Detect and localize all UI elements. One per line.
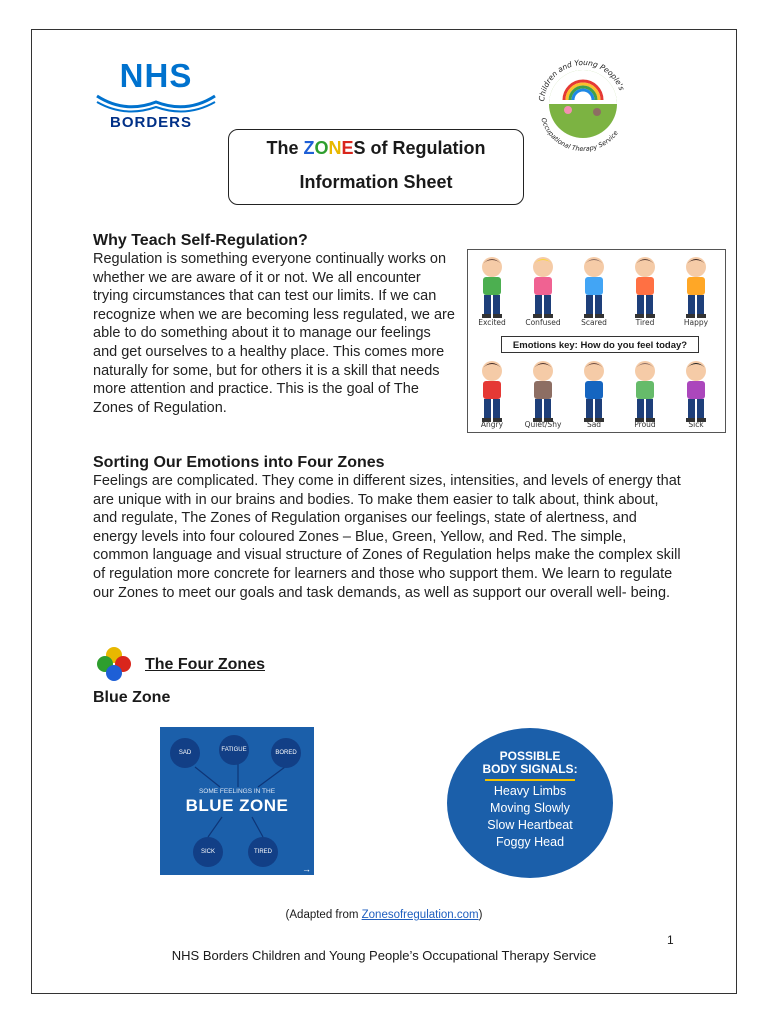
signal-item: Slow Heartbeat	[487, 818, 573, 832]
arrow-right-icon: →	[302, 864, 311, 874]
kid-figure-happy	[676, 254, 716, 320]
blue-zone-heading: Blue Zone	[93, 689, 171, 706]
emotion-label: Sad	[586, 420, 602, 429]
bubble-tired: TIRED	[248, 837, 278, 867]
emotion-label: Angry	[480, 420, 504, 429]
kid-figure-angry	[472, 358, 512, 424]
bubble-fatigue: FATIGUE	[219, 735, 249, 765]
emotion-label: Sick	[688, 420, 704, 429]
kid-figure-quietshy	[523, 358, 563, 424]
nhs-borders-logo	[95, 58, 217, 138]
title-suffix: of Regulation	[365, 138, 486, 158]
title-line-1	[229, 138, 523, 159]
zones-website-link[interactable]: Zonesofregulation.com	[361, 909, 479, 921]
section-body-why-teach: Regulation is something everyone continually works on whether we are aware of it or not. We all encounter trying circumstances that can test our limits. If we can recognize when we are becoming less regulated, we are able to do something about it to manage our feelings and get ourselves to a healthy place. This comes more naturally for some, but for others it is a skill that needs more attention and practice. This is the goal of The Zones of Regulation.	[93, 251, 455, 416]
zones-letter-e: E	[341, 138, 354, 158]
blue-zone-subtitle: SOME FEELINGS IN THE	[198, 788, 276, 795]
bubble-sick: SICK	[193, 837, 223, 867]
blue-zone-feelings-image	[160, 727, 314, 875]
title-line-2: Information Sheet	[299, 172, 453, 192]
blue-zone-title: BLUE ZONE	[185, 796, 289, 815]
nhs-region-text: BORDERS	[109, 114, 192, 131]
title-box	[228, 129, 524, 205]
kid-figure-sad	[574, 358, 614, 424]
body-signals-heading-line1: POSSIBLE	[499, 749, 561, 763]
zones-letter-z: Z	[303, 138, 315, 158]
zones-letter-s: S	[353, 138, 366, 158]
four-zones-heading: The Four Zones	[145, 656, 265, 673]
body-signals-heading-line2: BODY SIGNALS:	[482, 762, 578, 776]
footer-service-name: NHS Borders Children and Young People’s Occupational Therapy Service	[171, 948, 597, 963]
emotion-label: Excited	[478, 318, 506, 327]
nhs-logo-text: NHS	[119, 57, 193, 94]
emotion-label: Proud	[634, 420, 656, 429]
body-signals-image	[447, 728, 613, 878]
bubble-sad: SAD	[170, 738, 200, 768]
section-body-sorting: Feelings are complicated. They come in different sizes, intensities, and levels of energy that are unique with in our brains and bodies. To make them easier to talk about, think about, and regulate, The Zones of Regulation organises our feelings, state of alertness, and energy levels into four coloured Zones – Blue, Green, Yellow, and Red. The simple, common language and visual structure of Zones of Regulation helps make the complex skill of regulation more concrete for learners and those who support them. We learn to regulate our Zones to meet our goals and task demands, as well as support our overall well- being.	[93, 473, 681, 601]
section-heading-sorting: Sorting Our Emotions into Four Zones	[93, 454, 385, 471]
body-signals-heading	[447, 750, 613, 776]
emotions-key-image	[467, 249, 726, 433]
badge-arc-text: Children and Young People's	[537, 57, 627, 102]
adapted-suffix: )	[478, 909, 483, 921]
kid-figure-tired	[625, 254, 665, 320]
emotion-label: Confused	[525, 318, 561, 327]
signal-item: Moving Slowly	[490, 801, 570, 815]
ot-service-badge	[530, 52, 636, 152]
signal-item: Heavy Limbs	[493, 784, 567, 798]
kid-figure-excited	[472, 254, 512, 320]
bubble-bored: BORED	[271, 738, 301, 768]
emotions-key-banner: Emotions key: How do you feel today?	[501, 336, 699, 353]
adapted-prefix: (Adapted from	[285, 909, 362, 921]
adapted-from-note	[0, 909, 768, 921]
kid-figure-scared	[574, 254, 614, 320]
emotion-label: Quiet/Shy	[524, 420, 562, 429]
emotion-label: Happy	[683, 318, 709, 327]
kid-figure-proud	[625, 358, 665, 424]
page-number: 1	[667, 933, 674, 947]
kid-figure-sick	[676, 358, 716, 424]
badge-bottom-text: Occupational Therapy Service	[539, 116, 620, 152]
zones-letter-n: N	[328, 138, 342, 158]
title-prefix: The	[266, 138, 304, 158]
emotion-label: Scared	[581, 318, 607, 327]
zones-letter-o: O	[314, 138, 329, 158]
four-zones-icon	[96, 646, 132, 682]
signal-item: Foggy Head	[495, 835, 565, 849]
body-signals-divider	[485, 779, 575, 781]
section-heading-why-teach: Why Teach Self-Regulation?	[93, 232, 308, 249]
emotion-label: Tired	[635, 318, 655, 327]
kid-figure-confused	[523, 254, 563, 320]
